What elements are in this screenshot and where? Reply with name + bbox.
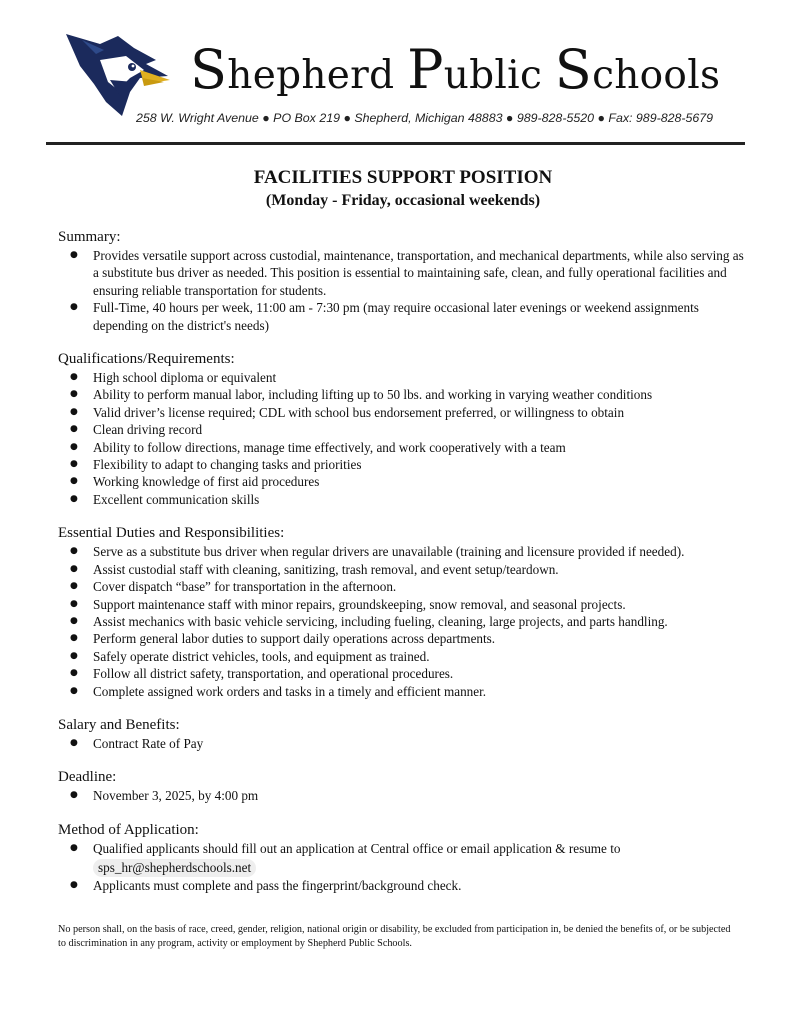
deadline-section	[58, 768, 748, 804]
list-item: ● Complete assigned work orders and tasks in a timely and efficient manner.	[58, 683, 748, 700]
list-item: ● Perform general labor duties to support daily operations across departments.	[58, 630, 748, 647]
list-item: ● Assist mechanics with basic vehicle servicing, including fueling, cleaning, large projects, and parts handling.	[58, 613, 748, 630]
list-item: ● Flexibility to adapt to changing tasks and priorities	[58, 456, 748, 473]
application-list	[58, 840, 748, 895]
document-body	[58, 166, 748, 911]
list-item: ● Contract Rate of Pay	[58, 735, 748, 752]
list-item: ● Assist custodial staff with cleaning, sanitizing, trash removal, and event setup/teardown.	[58, 561, 748, 578]
page-title: FACILITIES SUPPORT POSITION	[253, 167, 553, 188]
section-heading: Method of Application:	[58, 821, 199, 838]
section-heading: Salary and Benefits:	[58, 716, 180, 733]
list-item: ● Ability to follow directions, manage time effectively, and work cooperatively with a team	[58, 439, 748, 456]
list-item: ● Valid driver’s license required; CDL with school bus endorsement preferred, or willingness to obtain	[58, 404, 748, 421]
duties-section	[58, 524, 748, 700]
school-name: Shepherd Public Schools	[190, 38, 721, 101]
list-item: ● Applicants must complete and pass the fingerprint/background check.	[58, 877, 748, 894]
nondiscrimination-footer: No person shall, on the basis of race, creed, gender, religion, national origin or disability, be excluded from participation in, be denied the benefits of, or be subjected to discrimination in any program, activity or employment by Shepherd Public Schools.	[58, 924, 731, 949]
section-heading: Deadline:	[58, 769, 117, 786]
list-item: ● Excellent communication skills	[58, 491, 748, 508]
letterhead-divider	[46, 142, 745, 145]
list-item: ● Follow all district safety, transportation, and operational procedures.	[58, 665, 748, 682]
section-heading: Summary:	[58, 229, 121, 245]
application-section	[58, 821, 748, 895]
list-item: ● Clean driving record	[58, 421, 748, 438]
salary-section	[58, 716, 748, 752]
list-item: ● Support maintenance staff with minor repairs, groundskeeping, snow removal, and seasonal projects.	[58, 596, 748, 613]
list-item: ● Safely operate district vehicles, tools, and equipment as trained.	[58, 648, 748, 665]
page-subtitle: (Monday - Friday, occasional weekends)	[265, 192, 541, 209]
qualifications-list	[58, 369, 748, 508]
list-item: ● Ability to perform manual labor, including lifting up to 50 lbs. and working in varying weather conditions	[58, 386, 748, 403]
email-link[interactable]: sps_hr@shepherdschools.net	[93, 859, 256, 877]
list-item: ● Working knowledge of first aid procedures	[58, 473, 748, 490]
section-heading: Essential Duties and Responsibilities:	[58, 525, 285, 542]
letterhead-address: 258 W. Wright Avenue ● PO Box 219 ● Shepherd, Michigan 48883 ● 989-828-5520 ● Fax: 989-828-5679	[136, 111, 714, 125]
summary-section	[58, 228, 748, 334]
application-instructions: Qualified applicants should fill out an application at Central office or email application & resume to	[93, 840, 621, 856]
list-item: ● Serve as a substitute bus driver when regular drivers are unavailable (training and licensure provided if needed).	[58, 543, 748, 560]
duties-list	[58, 543, 748, 700]
list-item	[58, 840, 748, 877]
list-item: ● Full-Time, 40 hours per week, 11:00 am - 7:30 pm (may require occasional later evenings or weekend assignments depending on the district's needs)	[58, 299, 748, 334]
qualifications-section	[58, 350, 748, 508]
list-item: ● Cover dispatch “base” for transportation in the afternoon.	[58, 578, 748, 595]
list-item: ● Provides versatile support across custodial, maintenance, transportation, and mechanical departments, while also serving as a substitute bus driver as needed. This position is essential to maintaining safe, clean, and fully operational facilities and ensuring reliable transportation for students.	[58, 247, 748, 299]
salary-list	[58, 735, 748, 752]
section-heading: Qualifications/Requirements:	[58, 351, 235, 368]
bluejay-logo-icon	[60, 30, 172, 120]
list-item: ● November 3, 2025, by 4:00 pm	[58, 787, 748, 804]
deadline-list	[58, 787, 748, 804]
list-item: ● High school diploma or equivalent	[58, 369, 748, 386]
summary-list	[58, 247, 748, 334]
